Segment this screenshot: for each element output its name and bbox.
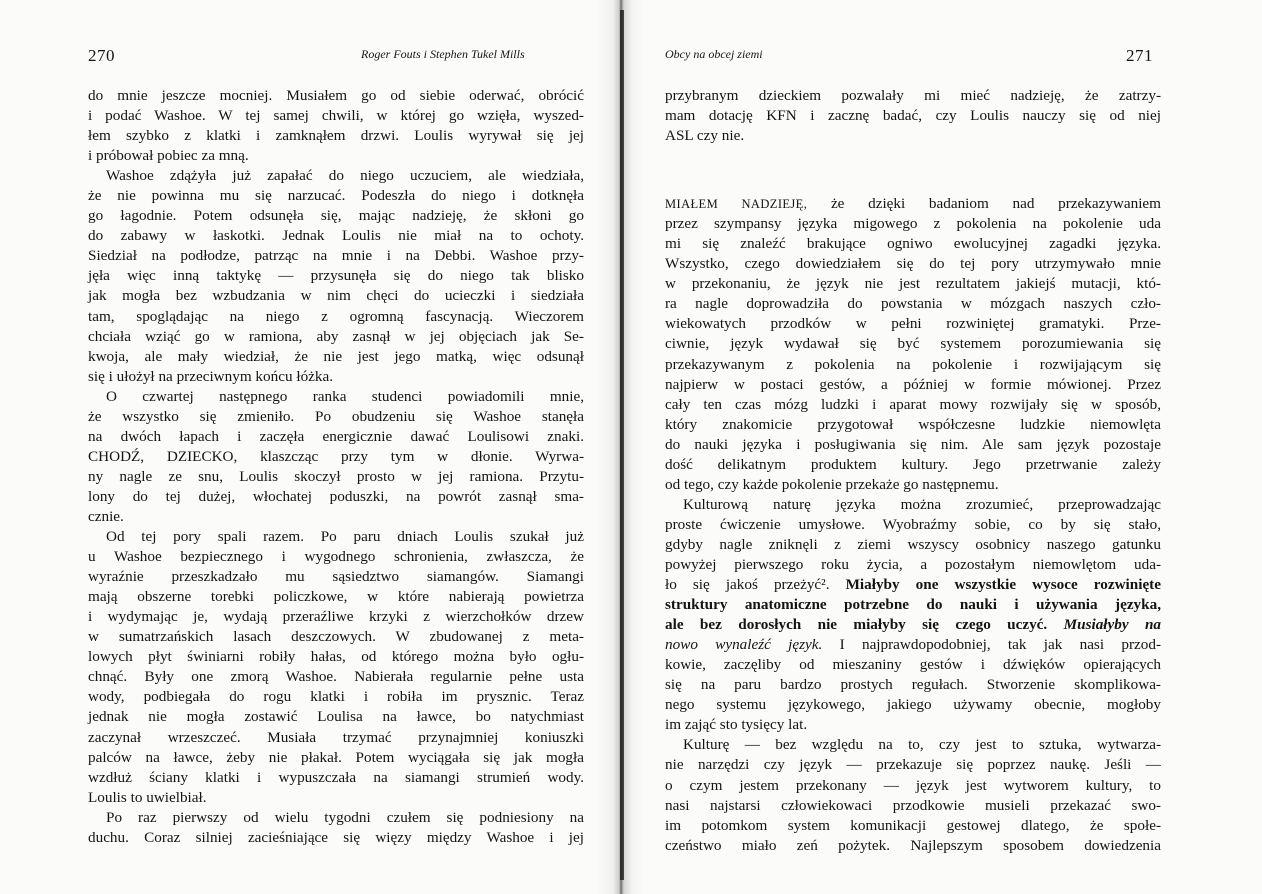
text-line: czeństwo miało zeń pożytek. Najlepszym sposobem dowiedzenia	[665, 836, 1161, 854]
text-line: w sumatrzańskich lasach deszczowych. W zbudowanej z meta-	[88, 628, 584, 646]
text-line: łem szybko z klatki i zamknąłem drzwi. Loulis wyrywał się jej	[88, 127, 584, 145]
text-line-rest: I najprawdopodobniej, tak jak nasi przod-	[822, 636, 1161, 654]
italic-emphasis: Musiałyby na	[1063, 616, 1162, 634]
text-line: mi się znaleźć brakujące ogniwo ewolucyjnej zagadki języka.	[665, 235, 1161, 253]
text-line: na dwóch łapach i zaczęła energicznie dawać Loulisowi znaki.	[88, 427, 584, 445]
text-line-rest: że dzięki badaniom nad przekazywaniem	[807, 195, 1161, 213]
text-line-start: ale bez dorosłych nie miałyby się czego uczyć.	[665, 616, 1048, 634]
text-line: u Washoe bezpiecznego i wygodnego schronienia, zwłaszcza, że	[88, 548, 584, 566]
text-line: zaczynał wrzeszczeć. Musiała trzymać przynajmniej koniuszki	[88, 728, 584, 746]
text-line: CHODŹ, DZIECKO, klaszcząc przy tym w dłonie. Wyrwa-	[88, 447, 584, 465]
text-line: się na paru bardzo prostych regułach. Stworzenie skomplikowa-	[665, 676, 1161, 694]
text-line: nego systemu językowego, jakiego używamy obecnie, mogłoby	[665, 696, 1161, 714]
text-line: im potomkom system komunikacji gestowej dlatego, że społe-	[665, 816, 1161, 834]
text-line: od tego, czy każde pokolenie przekaże go następnemu.	[665, 475, 999, 493]
section-lead-smallcaps: MIAŁEM NADZIEJĘ,	[665, 197, 808, 212]
text-line: się i ułożył na przeciwnym końcu łóżka.	[88, 367, 334, 385]
right-page-text	[665, 86, 1161, 856]
left-running-head: Roger Fouts i Stephen Tukel Mills	[361, 47, 525, 61]
text-line: Po raz pierwszy od wielu tygodni czułem się podniesiony na	[106, 808, 584, 826]
text-line: i podać Washoe. W tej samej chwili, w której go wzięła, wyszed-	[88, 107, 584, 125]
text-line	[665, 194, 1161, 214]
text-line: lowych płyt świniarni robiły hałas, od którego można było ogłu-	[88, 648, 584, 666]
right-running-head: Obcy na obcej ziemi	[665, 47, 763, 61]
text-line	[665, 575, 1161, 595]
text-line: w przekonaniu, że język nie jest rezultatem jakiejś mutacji, któ-	[665, 275, 1161, 293]
text-line: Siedział na podłodze, patrząc na mnie i na Debbi. Washoe przy-	[88, 247, 584, 265]
text-line: struktury anatomiczne potrzebne do nauki i używania języka,	[665, 596, 1161, 614]
text-line: mają obszerne torebki policzkowe, w które nabierają powietrza	[88, 588, 584, 606]
text-line: jęła więc inną taktykę — przysunęła się do niego tak blisko	[88, 267, 584, 285]
text-line: o czym jestem przekonany — język jest wytworem kultury, to	[665, 776, 1161, 794]
text-line: go łagodnie. Potem odsunęła się, mając nadzieję, że skłoni go	[88, 207, 584, 225]
text-line: wzdłuż ściany klatki i wypuszczała na siamangi strumień wody.	[88, 768, 584, 786]
text-line: proste ćwiczenie umysłowe. Wyobraźmy sobie, co by się stało,	[665, 515, 1161, 533]
text-line: tam, spoglądając na niego z ogromną fascynacją. Wieczorem	[88, 307, 584, 325]
text-line	[665, 615, 1161, 635]
text-line: Od tej pory spali razem. Po paru dniach Loulis szukał już	[106, 528, 584, 546]
text-line: przekazywanym z pokolenia na pokolenie i rozwijającym się	[665, 355, 1161, 373]
text-line: że nie powinna mu się narzucać. Podeszła do niego i dotknęła	[88, 187, 584, 205]
text-line: kowie, zaczęliby od mieszaniny gestów i dźwięków opierających	[665, 656, 1161, 674]
text-line: ASL czy nie.	[665, 127, 745, 145]
text-line: do zabawy w łaskotki. Jednak Loulis nie miał na to ochoty.	[88, 227, 584, 245]
text-line: najpierw w postaci gestów, a później w formie mówionej. Przez	[665, 375, 1161, 393]
text-line: wyraźnie przeszkadzało mu sąsiedztwo siamangów. Siamangi	[88, 568, 584, 586]
text-line: chnąć. Były one zmorą Washoe. Nabierała regularnie pełne usta	[88, 668, 584, 686]
text-line: gdyby nagle zniknęli z ziemi wszyscy osobnicy naszego gatunku	[665, 535, 1161, 553]
text-line: Loulis to uwielbiał.	[88, 788, 207, 806]
text-line: wody, podbiegała do rogu klatki i robiła im prysznic. Teraz	[88, 688, 584, 706]
text-line-start: ło się jakoś przeżyć².	[665, 576, 830, 594]
text-line: dość delikatnym produktem kultury. Jego przetrwanie zależy	[665, 455, 1161, 473]
text-line: im zająć sto tysięcy lat.	[665, 716, 808, 734]
right-page	[631, 0, 1262, 894]
text-line: i wydymając je, wydają przeraźliwe krzyki z wierzchołków drzew	[88, 608, 584, 626]
left-page-number: 270	[88, 46, 115, 65]
text-line: chciała wziąć go w ramiona, aby zasnął w jej objęciach jak Se-	[88, 327, 584, 345]
text-line: jednak nie mogła zostawić Loulisa na ławce, bo natychmiast	[88, 708, 584, 726]
text-line: do nauki języka i posługiwania się nim. Ale sam język pozostaje	[665, 435, 1161, 453]
text-line-rest: Miałyby one wszystkie wysoce rozwinięte	[829, 576, 1161, 594]
text-line: i próbował pobiec za mną.	[88, 147, 249, 165]
text-line: ny nagle ze snu, Loulis skoczył prosto w jej ramiona. Przytu-	[88, 467, 584, 485]
text-line: Kulturę — bez względu na to, czy jest to sztuka, wytwarza-	[683, 736, 1161, 754]
italic-emphasis: nowo wynaleźć język.	[665, 636, 823, 654]
text-line: kwoja, ale mały wiedział, że nie jest jego matką, więc odsunął	[88, 347, 584, 365]
right-page-number: 271	[1126, 46, 1153, 65]
text-line: O czwartej następnego ranka studenci powiadomili mnie,	[106, 387, 584, 405]
text-line: nie narzędzi czy język — przekazuje się poprzez naukę. Jeśli —	[665, 756, 1161, 774]
text-line: który znakomicie przygotował współczesne ludzkie niemowlęta	[665, 415, 1161, 433]
text-line: jak mogła bez wzbudzania w nim chęci do ucieczki i siedziała	[88, 287, 584, 305]
text-line: przybranym dzieckiem pozwalały mi mieć nadzieję, że zatrzy-	[665, 87, 1161, 104]
left-page-text	[88, 86, 584, 848]
text-line: duchu. Coraz silniej zacieśniające się więzy między Washoe i jej	[88, 828, 584, 846]
text-line: mam dotację KFN i zacznę badać, czy Loulis nauczy się od niej	[665, 107, 1161, 125]
text-line: Washoe zdążyła już zapałać do niego uczuciem, ale wiedziała,	[106, 167, 584, 185]
text-line: cznie.	[88, 507, 124, 525]
text-line: ciwnie, język wydawał się być systemem porozumiewania się	[665, 335, 1161, 353]
text-line: lony do tej dużej, włochatej poduszki, na powrót zasnął sma-	[88, 487, 584, 505]
text-line: powyżej pierwszego roku życia, a pozostałym niemowlętom uda-	[665, 555, 1161, 573]
text-line: cały ten czas mózg ludzki i aparat mowy rozwijały się w sposób,	[665, 395, 1161, 413]
text-line: Kulturową naturę języka można zrozumieć, przeprowadzając	[683, 495, 1161, 513]
text-line	[665, 635, 1161, 655]
text-line: do mnie jeszcze mocniej. Musiałem go od siebie oderwać, obrócić	[88, 87, 584, 104]
text-line: ra nagle doprowadziła do powstania w mózgach naszych czło-	[665, 295, 1161, 313]
text-line: Wszystko, czego dowiedziałem się do tej pory utrzymywało mnie	[665, 255, 1161, 273]
text-line: palców na ławce, żeby nie płakał. Potem wyciągała się jak mogła	[88, 748, 584, 766]
text-line: nasi najstarsi człowiekowaci przodkowie musieli przekazać swo-	[665, 796, 1161, 814]
text-line: przez szympansy języka migowego z pokolenia na pokolenie uda	[665, 215, 1161, 233]
text-line: wiekowatych przodków w pełni rozwiniętej gramatyki. Prze-	[665, 315, 1161, 333]
text-line: że wszystko się zmieniło. Po obudzeniu się Washoe stanęła	[88, 407, 584, 425]
